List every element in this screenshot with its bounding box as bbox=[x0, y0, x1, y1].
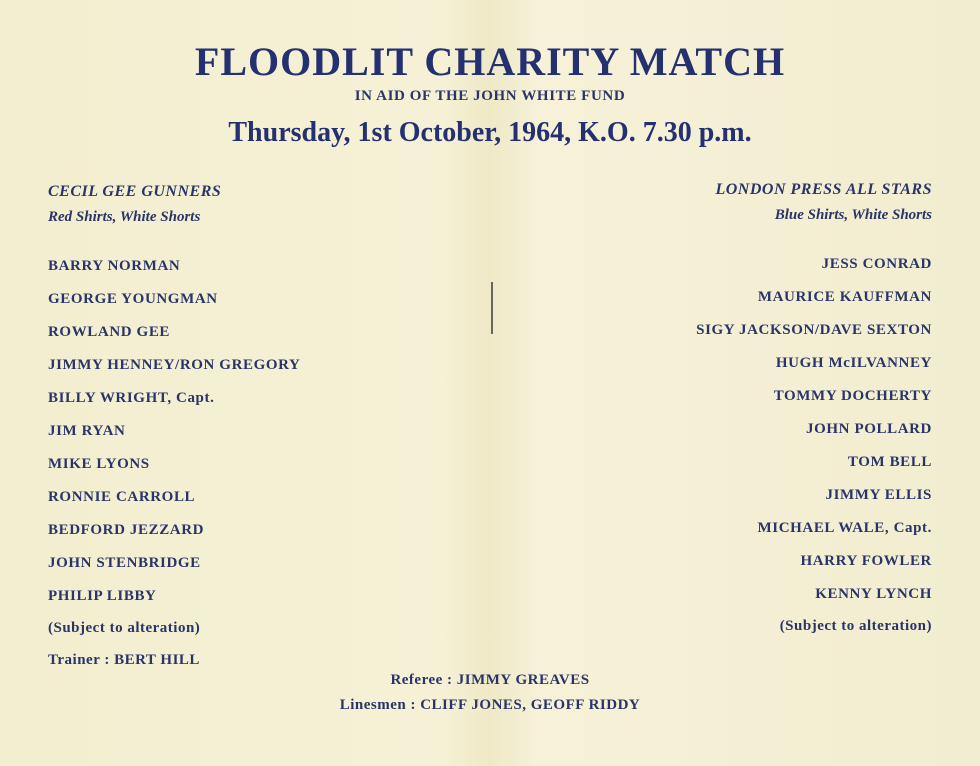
player-name: BILLY WRIGHT, Capt. bbox=[48, 390, 215, 406]
player-name: JIMMY HENNEY/RON GREGORY bbox=[48, 357, 301, 373]
player-name: MAURICE KAUFFMAN bbox=[757, 289, 932, 305]
player-name: GEORGE YOUNGMAN bbox=[48, 291, 218, 307]
match-subtitle: IN AID OF THE JOHN WHITE FUND bbox=[354, 88, 626, 104]
player-name: JOHN STENBRIDGE bbox=[48, 555, 201, 571]
player-name: ROWLAND GEE bbox=[48, 324, 171, 340]
left-team-trainer: Trainer : BERT HILL bbox=[48, 652, 200, 668]
player-name: JOHN POLLARD bbox=[806, 421, 932, 437]
player-name: JIMMY ELLIS bbox=[825, 487, 932, 503]
staple-fold bbox=[491, 282, 493, 334]
player-name: BARRY NORMAN bbox=[48, 258, 181, 274]
right-team-kit: Blue Shirts, White Shorts bbox=[774, 207, 932, 223]
player-name: BEDFORD JEZZARD bbox=[48, 522, 205, 538]
player-name: HUGH McILVANNEY bbox=[775, 355, 932, 371]
right-team-players bbox=[696, 254, 932, 617]
left-team-kit: Red Shirts, White Shorts bbox=[48, 209, 201, 225]
right-team-note: (Subject to alteration) bbox=[779, 618, 932, 634]
player-name: HARRY FOWLER bbox=[800, 553, 932, 569]
match-title: FLOODLIT CHARITY MATCH bbox=[194, 39, 786, 84]
player-name: SIGY JACKSON/DAVE SEXTON bbox=[696, 322, 932, 338]
player-name: KENNY LYNCH bbox=[815, 586, 932, 602]
left-team-players bbox=[48, 256, 300, 619]
player-name: MIKE LYONS bbox=[48, 456, 150, 472]
referee-line: Referee : JIMMY GREAVES bbox=[390, 672, 590, 688]
linesmen-line: Linesmen : CLIFF JONES, GEOFF RIDDY bbox=[339, 697, 641, 713]
player-name: JESS CONRAD bbox=[821, 256, 932, 272]
player-name: RONNIE CARROLL bbox=[48, 489, 196, 505]
left-team-name: CECIL GEE GUNNERS bbox=[48, 183, 222, 200]
match-datetime: Thursday, 1st October, 1964, K.O. 7.30 p.m. bbox=[228, 117, 752, 148]
right-team-name: LONDON PRESS ALL STARS bbox=[715, 181, 932, 198]
player-name: MICHAEL WALE, Capt. bbox=[757, 520, 932, 536]
player-name: JIM RYAN bbox=[48, 423, 126, 439]
left-team-note: (Subject to alteration) bbox=[48, 620, 201, 636]
player-name: PHILIP LIBBY bbox=[48, 588, 157, 604]
player-name: TOMMY DOCHERTY bbox=[773, 388, 932, 404]
player-name: TOM BELL bbox=[847, 454, 932, 470]
